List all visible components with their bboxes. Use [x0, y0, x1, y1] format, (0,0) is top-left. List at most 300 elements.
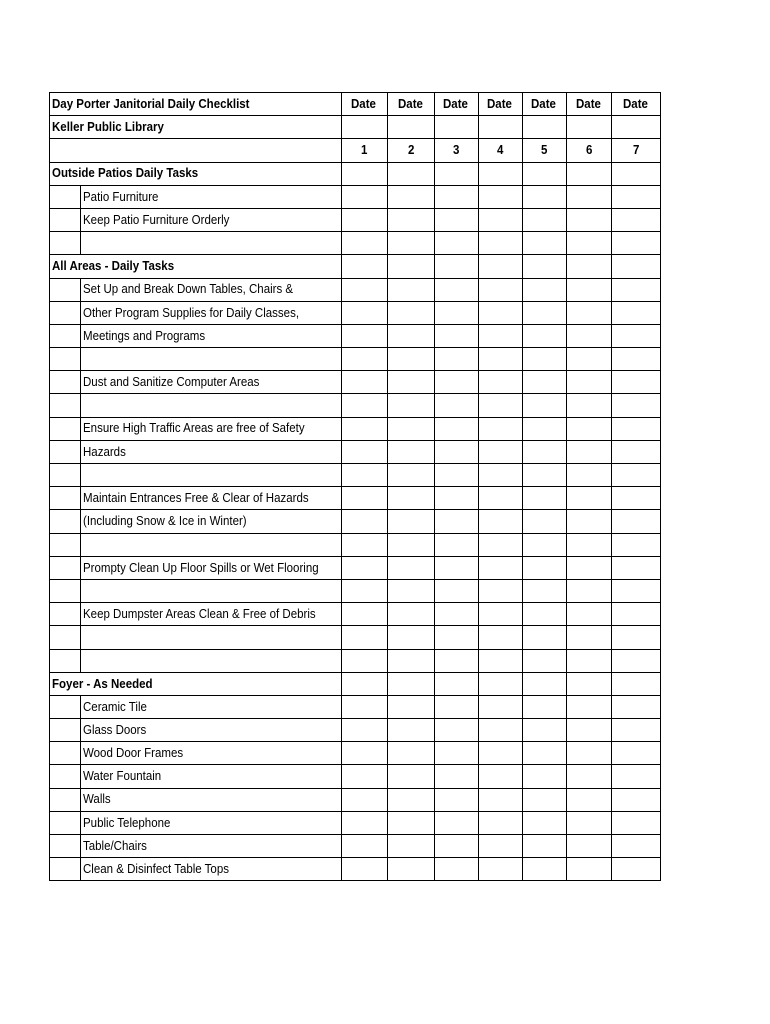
task-label-text: Hazards — [83, 444, 126, 459]
table-row — [50, 510, 661, 533]
day-number-4 — [479, 139, 523, 162]
day-5-check-cell[interactable] — [523, 579, 567, 602]
table-row — [50, 208, 661, 231]
day-number-7 — [612, 139, 661, 162]
day-7-check-cell[interactable] — [612, 603, 661, 626]
day-5-check-cell[interactable] — [523, 162, 567, 185]
task-label — [81, 788, 342, 811]
day-number-text: 2 — [407, 143, 415, 158]
day-1-check-cell[interactable] — [342, 510, 388, 533]
day-7-check-cell[interactable] — [612, 672, 661, 695]
day-4-check-cell[interactable] — [479, 394, 523, 417]
day-2-check-cell[interactable] — [388, 695, 435, 718]
day-5-check-cell[interactable] — [523, 301, 567, 324]
day-1-check-cell[interactable] — [342, 348, 388, 371]
day-2-check-cell[interactable] — [388, 394, 435, 417]
day-6-check-cell[interactable] — [567, 510, 612, 533]
day-4-check-cell[interactable] — [479, 301, 523, 324]
day-4-check-cell[interactable] — [479, 162, 523, 185]
day-3-check-cell[interactable] — [435, 811, 479, 834]
day-3-check-cell[interactable] — [435, 417, 479, 440]
indent-cell — [50, 556, 81, 579]
day-3-check-cell[interactable] — [435, 603, 479, 626]
day-1-check-cell[interactable] — [342, 255, 388, 278]
day-7-check-cell[interactable] — [612, 162, 661, 185]
day-7-check-cell[interactable] — [612, 232, 661, 255]
indent-cell — [50, 626, 81, 649]
day-6-check-cell[interactable] — [567, 626, 612, 649]
indent-cell — [50, 719, 81, 742]
section-heading-foyer — [50, 672, 342, 695]
task-label-text: Table/Chairs — [83, 838, 147, 853]
day-3-check-cell[interactable] — [435, 348, 479, 371]
day-6-check-cell[interactable] — [567, 417, 612, 440]
day-7-check-cell[interactable] — [612, 626, 661, 649]
day-5-check-cell[interactable] — [523, 324, 567, 347]
day-1-check-cell[interactable] — [342, 695, 388, 718]
day-5-check-cell[interactable] — [523, 510, 567, 533]
indent-cell — [50, 603, 81, 626]
day-7-check-cell[interactable] — [612, 440, 661, 463]
task-label — [81, 719, 342, 742]
day-4-check-cell[interactable] — [479, 672, 523, 695]
day-2-check-cell[interactable] — [388, 162, 435, 185]
blank-task-cell — [81, 464, 342, 487]
day-6-check-cell[interactable] — [567, 672, 612, 695]
day-6-check-cell[interactable] — [567, 232, 612, 255]
indent-cell — [50, 208, 81, 231]
day-6-check-cell[interactable] — [567, 788, 612, 811]
day-5-check-cell[interactable] — [523, 765, 567, 788]
day-3-check-cell[interactable] — [435, 742, 479, 765]
task-label-text: Keep Patio Furniture Orderly — [83, 212, 230, 227]
day-6-check-cell[interactable] — [567, 255, 612, 278]
day-6-check-cell[interactable] — [567, 811, 612, 834]
day-5-check-cell[interactable] — [523, 348, 567, 371]
day-7-check-cell[interactable] — [612, 278, 661, 301]
day-4-check-cell[interactable] — [479, 232, 523, 255]
day-number-5 — [523, 139, 567, 162]
day-5-check-cell[interactable] — [523, 255, 567, 278]
day-3-check-cell[interactable] — [435, 440, 479, 463]
task-label-text: Ensure High Traffic Areas are free of Safety — [83, 421, 305, 436]
day-6-check-cell[interactable] — [567, 464, 612, 487]
task-label — [81, 695, 342, 718]
task-label — [81, 487, 342, 510]
day-3-check-cell[interactable] — [435, 719, 479, 742]
day-2-check-cell[interactable] — [388, 464, 435, 487]
day-4-check-cell[interactable] — [479, 742, 523, 765]
day-6-check-cell[interactable] — [567, 394, 612, 417]
day-5-check-cell[interactable] — [523, 232, 567, 255]
day-7-check-cell[interactable] — [612, 811, 661, 834]
table-row — [50, 858, 661, 881]
day-1-check-cell[interactable] — [342, 533, 388, 556]
table-row — [50, 185, 661, 208]
blank-task-cell — [81, 348, 342, 371]
day-4-check-cell[interactable] — [479, 835, 523, 858]
day-4-check-cell[interactable] — [479, 255, 523, 278]
day-3-check-cell[interactable] — [435, 672, 479, 695]
day-3-check-cell[interactable] — [435, 208, 479, 231]
day-4-check-cell[interactable] — [479, 348, 523, 371]
day-2-check-cell[interactable] — [388, 649, 435, 672]
task-label — [81, 742, 342, 765]
table-row — [50, 487, 661, 510]
day-7-check-cell[interactable] — [612, 348, 661, 371]
day-2-check-cell[interactable] — [388, 765, 435, 788]
day-7-check-cell[interactable] — [612, 324, 661, 347]
day-6-check-cell[interactable] — [567, 324, 612, 347]
day-2-check-cell[interactable] — [388, 232, 435, 255]
day-1-check-cell[interactable] — [342, 579, 388, 602]
day-6-check-cell[interactable] — [567, 208, 612, 231]
day-3-check-cell[interactable] — [435, 185, 479, 208]
day-5-check-cell[interactable] — [523, 440, 567, 463]
day-7-check-cell[interactable] — [612, 649, 661, 672]
day-1-check-cell[interactable] — [342, 324, 388, 347]
table-row — [50, 162, 661, 185]
day-2-check-cell[interactable] — [388, 626, 435, 649]
date-entry-2[interactable] — [388, 116, 435, 139]
day-1-check-cell[interactable] — [342, 301, 388, 324]
day-4-check-cell[interactable] — [479, 603, 523, 626]
day-6-check-cell[interactable] — [567, 162, 612, 185]
day-7-check-cell[interactable] — [612, 510, 661, 533]
day-6-check-cell[interactable] — [567, 695, 612, 718]
day-6-check-cell[interactable] — [567, 278, 612, 301]
day-1-check-cell[interactable] — [342, 765, 388, 788]
day-4-check-cell[interactable] — [479, 788, 523, 811]
day-3-check-cell[interactable] — [435, 765, 479, 788]
day-3-check-cell[interactable] — [435, 579, 479, 602]
day-2-check-cell[interactable] — [388, 858, 435, 881]
day-3-check-cell[interactable] — [435, 626, 479, 649]
day-4-check-cell[interactable] — [479, 371, 523, 394]
day-number-6 — [567, 139, 612, 162]
day-5-check-cell[interactable] — [523, 208, 567, 231]
day-1-check-cell[interactable] — [342, 417, 388, 440]
section-heading-outside — [50, 162, 342, 185]
section-heading-all-areas — [50, 255, 342, 278]
day-5-check-cell[interactable] — [523, 719, 567, 742]
indent-cell — [50, 278, 81, 301]
day-1-check-cell[interactable] — [342, 208, 388, 231]
day-1-check-cell[interactable] — [342, 788, 388, 811]
day-1-check-cell[interactable] — [342, 649, 388, 672]
date-entry-1[interactable] — [342, 116, 388, 139]
day-7-check-cell[interactable] — [612, 742, 661, 765]
task-label — [81, 556, 342, 579]
day-2-check-cell[interactable] — [388, 185, 435, 208]
day-2-check-cell[interactable] — [388, 487, 435, 510]
day-4-check-cell[interactable] — [479, 440, 523, 463]
day-5-check-cell[interactable] — [523, 649, 567, 672]
day-7-check-cell[interactable] — [612, 788, 661, 811]
table-row — [50, 255, 661, 278]
day-1-check-cell[interactable] — [342, 811, 388, 834]
day-6-check-cell[interactable] — [567, 348, 612, 371]
day-6-check-cell[interactable] — [567, 487, 612, 510]
task-label — [81, 371, 342, 394]
task-label-text: Ceramic Tile — [83, 699, 147, 714]
day-2-check-cell[interactable] — [388, 579, 435, 602]
day-2-check-cell[interactable] — [388, 603, 435, 626]
day-6-check-cell[interactable] — [567, 603, 612, 626]
day-4-check-cell[interactable] — [479, 556, 523, 579]
day-3-check-cell[interactable] — [435, 301, 479, 324]
day-4-check-cell[interactable] — [479, 695, 523, 718]
day-7-check-cell[interactable] — [612, 487, 661, 510]
day-2-check-cell[interactable] — [388, 788, 435, 811]
day-5-check-cell[interactable] — [523, 487, 567, 510]
date-header-2 — [388, 93, 435, 116]
sheet-title — [50, 93, 342, 116]
day-4-check-cell[interactable] — [479, 811, 523, 834]
day-5-check-cell[interactable] — [523, 811, 567, 834]
day-6-check-cell[interactable] — [567, 835, 612, 858]
table-row — [50, 788, 661, 811]
day-7-check-cell[interactable] — [612, 835, 661, 858]
day-1-check-cell[interactable] — [342, 626, 388, 649]
day-1-check-cell[interactable] — [342, 162, 388, 185]
day-3-check-cell[interactable] — [435, 464, 479, 487]
date-header-1 — [342, 93, 388, 116]
day-5-check-cell[interactable] — [523, 672, 567, 695]
day-6-check-cell[interactable] — [567, 185, 612, 208]
day-2-check-cell[interactable] — [388, 556, 435, 579]
day-3-check-cell[interactable] — [435, 371, 479, 394]
blank-task-cell — [81, 232, 342, 255]
task-label — [81, 811, 342, 834]
day-6-check-cell[interactable] — [567, 649, 612, 672]
date-label: Date — [443, 96, 469, 111]
task-label — [81, 324, 342, 347]
day-4-check-cell[interactable] — [479, 487, 523, 510]
task-label — [81, 858, 342, 881]
day-4-check-cell[interactable] — [479, 278, 523, 301]
day-3-check-cell[interactable] — [435, 487, 479, 510]
day-5-check-cell[interactable] — [523, 185, 567, 208]
task-label — [81, 440, 342, 463]
day-2-check-cell[interactable] — [388, 835, 435, 858]
day-4-check-cell[interactable] — [479, 858, 523, 881]
day-1-check-cell[interactable] — [342, 672, 388, 695]
day-1-check-cell[interactable] — [342, 464, 388, 487]
day-4-check-cell[interactable] — [479, 579, 523, 602]
day-3-check-cell[interactable] — [435, 556, 479, 579]
day-1-check-cell[interactable] — [342, 487, 388, 510]
day-3-check-cell[interactable] — [435, 858, 479, 881]
day-1-check-cell[interactable] — [342, 185, 388, 208]
day-6-check-cell[interactable] — [567, 742, 612, 765]
day-6-check-cell[interactable] — [567, 765, 612, 788]
task-label — [81, 835, 342, 858]
day-2-check-cell[interactable] — [388, 672, 435, 695]
blank-task-cell — [81, 533, 342, 556]
indent-cell — [50, 417, 81, 440]
day-3-check-cell[interactable] — [435, 232, 479, 255]
day-2-check-cell[interactable] — [388, 719, 435, 742]
day-5-check-cell[interactable] — [523, 603, 567, 626]
day-2-check-cell[interactable] — [388, 324, 435, 347]
task-label — [81, 185, 342, 208]
day-5-check-cell[interactable] — [523, 695, 567, 718]
day-6-check-cell[interactable] — [567, 301, 612, 324]
indent-cell — [50, 510, 81, 533]
date-header-7 — [612, 93, 661, 116]
day-2-check-cell[interactable] — [388, 255, 435, 278]
day-7-check-cell[interactable] — [612, 208, 661, 231]
table-row — [50, 301, 661, 324]
day-number-text: 1 — [361, 143, 368, 158]
day-7-check-cell[interactable] — [612, 464, 661, 487]
day-2-check-cell[interactable] — [388, 278, 435, 301]
day-7-check-cell[interactable] — [612, 255, 661, 278]
day-5-check-cell[interactable] — [523, 742, 567, 765]
day-4-check-cell[interactable] — [479, 533, 523, 556]
day-2-check-cell[interactable] — [388, 348, 435, 371]
task-label — [81, 603, 342, 626]
day-1-check-cell[interactable] — [342, 603, 388, 626]
indent-cell — [50, 811, 81, 834]
day-6-check-cell[interactable] — [567, 533, 612, 556]
day-1-check-cell[interactable] — [342, 371, 388, 394]
indent-cell — [50, 371, 81, 394]
day-4-check-cell[interactable] — [479, 208, 523, 231]
day-2-check-cell[interactable] — [388, 742, 435, 765]
day-2-check-cell[interactable] — [388, 533, 435, 556]
day-3-check-cell[interactable] — [435, 533, 479, 556]
day-4-check-cell[interactable] — [479, 719, 523, 742]
day-4-check-cell[interactable] — [479, 765, 523, 788]
day-2-check-cell[interactable] — [388, 208, 435, 231]
indent-cell — [50, 464, 81, 487]
day-5-check-cell[interactable] — [523, 394, 567, 417]
day-4-check-cell[interactable] — [479, 510, 523, 533]
indent-cell — [50, 788, 81, 811]
day-3-check-cell[interactable] — [435, 835, 479, 858]
day-2-check-cell[interactable] — [388, 510, 435, 533]
day-3-check-cell[interactable] — [435, 788, 479, 811]
day-7-check-cell[interactable] — [612, 579, 661, 602]
day-2-check-cell[interactable] — [388, 417, 435, 440]
day-5-check-cell[interactable] — [523, 464, 567, 487]
day-7-check-cell[interactable] — [612, 765, 661, 788]
day-4-check-cell[interactable] — [479, 649, 523, 672]
day-5-check-cell[interactable] — [523, 371, 567, 394]
day-7-check-cell[interactable] — [612, 719, 661, 742]
day-2-check-cell[interactable] — [388, 371, 435, 394]
day-5-check-cell[interactable] — [523, 417, 567, 440]
day-7-check-cell[interactable] — [612, 695, 661, 718]
indent-cell — [50, 765, 81, 788]
day-6-check-cell[interactable] — [567, 719, 612, 742]
day-4-check-cell[interactable] — [479, 417, 523, 440]
day-6-check-cell[interactable] — [567, 556, 612, 579]
indent-cell — [50, 394, 81, 417]
day-1-check-cell[interactable] — [342, 719, 388, 742]
table-row — [50, 649, 661, 672]
date-label: Date — [351, 96, 377, 111]
day-5-check-cell[interactable] — [523, 788, 567, 811]
day-4-check-cell[interactable] — [479, 626, 523, 649]
day-1-check-cell[interactable] — [342, 232, 388, 255]
day-7-check-cell[interactable] — [612, 858, 661, 881]
day-3-check-cell[interactable] — [435, 255, 479, 278]
date-entry-5[interactable] — [523, 116, 567, 139]
day-3-check-cell[interactable] — [435, 278, 479, 301]
day-2-check-cell[interactable] — [388, 301, 435, 324]
day-5-check-cell[interactable] — [523, 556, 567, 579]
day-5-check-cell[interactable] — [523, 858, 567, 881]
table-row — [50, 811, 661, 834]
day-3-check-cell[interactable] — [435, 649, 479, 672]
day-1-check-cell[interactable] — [342, 440, 388, 463]
library-name — [50, 116, 342, 139]
day-7-check-cell[interactable] — [612, 185, 661, 208]
table-row — [50, 417, 661, 440]
day-3-check-cell[interactable] — [435, 394, 479, 417]
day-2-check-cell[interactable] — [388, 811, 435, 834]
day-6-check-cell[interactable] — [567, 579, 612, 602]
day-4-check-cell[interactable] — [479, 464, 523, 487]
day-1-check-cell[interactable] — [342, 394, 388, 417]
task-label — [81, 417, 342, 440]
date-label: Date — [531, 96, 557, 111]
day-2-check-cell[interactable] — [388, 440, 435, 463]
day-7-check-cell[interactable] — [612, 301, 661, 324]
day-number-text: 6 — [585, 143, 593, 158]
day-6-check-cell[interactable] — [567, 858, 612, 881]
day-1-check-cell[interactable] — [342, 835, 388, 858]
day-number-3 — [435, 139, 479, 162]
day-3-check-cell[interactable] — [435, 324, 479, 347]
day-5-check-cell[interactable] — [523, 835, 567, 858]
day-7-check-cell[interactable] — [612, 556, 661, 579]
day-7-check-cell[interactable] — [612, 533, 661, 556]
day-5-check-cell[interactable] — [523, 626, 567, 649]
date-entry-6[interactable] — [567, 116, 612, 139]
task-label-text: (Including Snow & Ice in Winter) — [83, 514, 247, 529]
date-entry-4[interactable] — [479, 116, 523, 139]
day-3-check-cell[interactable] — [435, 695, 479, 718]
day-6-check-cell[interactable] — [567, 371, 612, 394]
day-1-check-cell[interactable] — [342, 742, 388, 765]
day-3-check-cell[interactable] — [435, 162, 479, 185]
day-3-check-cell[interactable] — [435, 510, 479, 533]
indent-cell — [50, 649, 81, 672]
date-entry-7[interactable] — [612, 116, 661, 139]
task-label — [81, 208, 342, 231]
task-label-text: Public Telephone — [83, 815, 171, 830]
blank-task-cell — [81, 579, 342, 602]
day-4-check-cell[interactable] — [479, 185, 523, 208]
day-4-check-cell[interactable] — [479, 324, 523, 347]
day-5-check-cell[interactable] — [523, 278, 567, 301]
day-5-check-cell[interactable] — [523, 533, 567, 556]
table-row — [50, 603, 661, 626]
day-1-check-cell[interactable] — [342, 278, 388, 301]
day-6-check-cell[interactable] — [567, 440, 612, 463]
date-entry-3[interactable] — [435, 116, 479, 139]
day-7-check-cell[interactable] — [612, 394, 661, 417]
day-1-check-cell[interactable] — [342, 858, 388, 881]
day-7-check-cell[interactable] — [612, 417, 661, 440]
indent-cell — [50, 301, 81, 324]
day-1-check-cell[interactable] — [342, 556, 388, 579]
day-7-check-cell[interactable] — [612, 371, 661, 394]
